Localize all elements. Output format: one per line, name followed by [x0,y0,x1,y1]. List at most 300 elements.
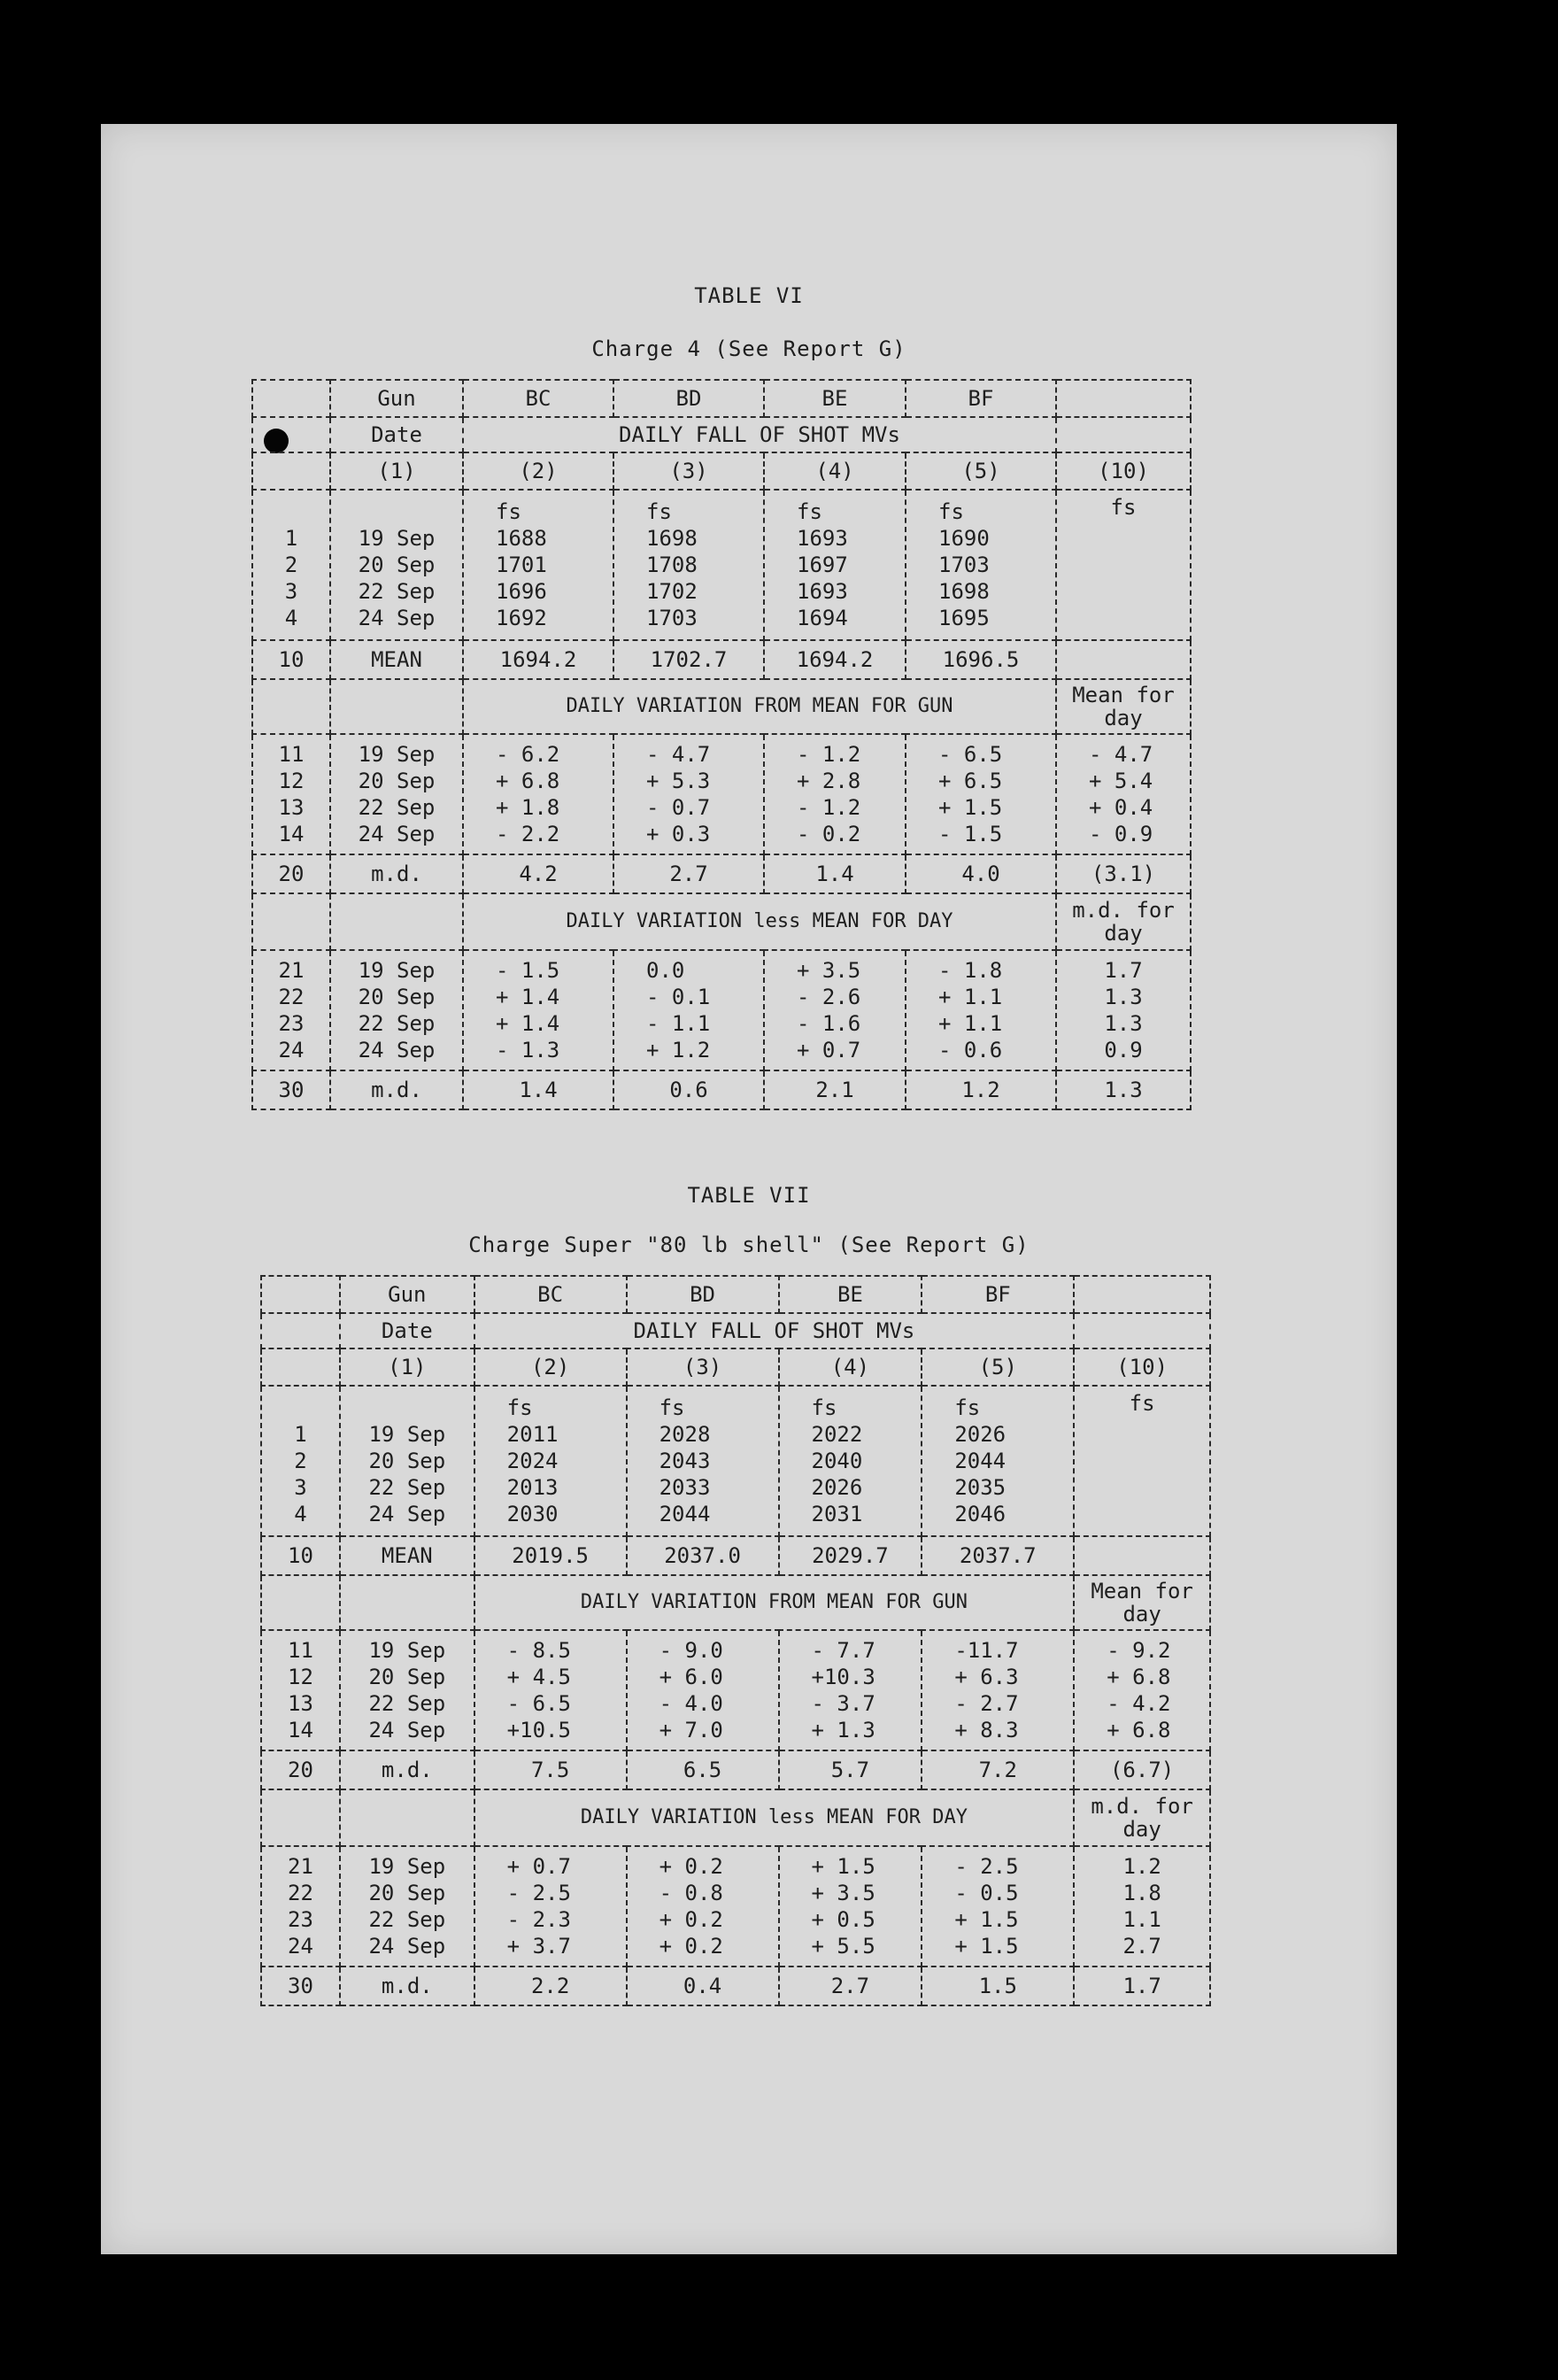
cell-line: - 6.5 [938,742,1003,767]
dates [330,490,463,640]
blank-cell [252,380,330,417]
cell-line: 4 [294,1502,307,1526]
cell-line: - 1.5 [496,958,560,983]
cell-line: 22 Sep [368,1691,446,1716]
column-number: (2) [474,1348,627,1386]
mv-values-bf [922,1386,1074,1536]
cell-line: 2 [284,552,298,577]
cell-line: - 1.2 [797,795,861,820]
cell-line [331,498,462,525]
cell-line: - 0.1 [646,985,711,1009]
blank-cell [1074,1536,1210,1575]
cell-line: 1693 [797,579,848,604]
cell-line: fs [797,499,822,524]
column-number: (10) [1056,452,1191,490]
variation-header-row [252,679,1191,734]
gun-label: Gun [330,380,463,417]
less-mean-values-bf [922,1846,1074,1967]
cell-line: + 1.3 [811,1718,875,1742]
blank-cell [1056,380,1191,417]
cell-line: - 9.0 [659,1638,723,1663]
cell-line: 1.2 [1122,1854,1161,1879]
row-number: 30 [252,1070,330,1109]
document-page [101,124,1397,2254]
cell-line: + 5.4 [1089,769,1153,793]
cell-line: fs [938,499,964,524]
cell-line: + 1.5 [811,1854,875,1879]
column-number: (5) [906,452,1056,490]
cell-line: + 1.1 [938,1011,1003,1036]
cell-line: 19 Sep [358,526,436,551]
mv-values-be [779,1386,922,1536]
blank-cell [1074,1276,1210,1313]
cell-line: 2 [294,1449,307,1473]
column-number: (5) [922,1348,1074,1386]
blank-cell [261,1789,340,1846]
blank-cell [1074,1313,1210,1348]
cell-line: 2035 [954,1475,1007,1500]
cell-line: + 0.3 [646,822,711,846]
day-column [1056,490,1191,640]
cell-line: - 0.5 [954,1881,1019,1905]
cell-line: 2013 [506,1475,559,1500]
cell-line: 1698 [938,579,990,604]
row-number: 30 [261,1967,340,2005]
mean-row [261,1536,1210,1575]
cell-line: -11.7 [954,1638,1019,1663]
cell-line: 1703 [646,606,698,630]
cell-line: 2044 [659,1502,711,1526]
cell-line: - 1.6 [797,1011,861,1036]
md-day-value: (3.1) [1056,854,1191,893]
gun-name-bc: BC [474,1276,627,1313]
mv-values-bd [613,490,764,640]
row-numbers [261,1630,340,1750]
variation-values-be [779,1630,922,1750]
cell-line: + 2.8 [797,769,861,793]
variation-values-bd [613,734,764,854]
cell-line: 0.0 [646,958,685,983]
cell-line: 20 Sep [368,1665,446,1689]
cell-line: 2026 [954,1422,1007,1447]
cell-line: fs [506,1395,533,1420]
mean-value: 2029.7 [779,1536,922,1575]
cell-line: 14 [288,1718,313,1742]
cell-line: - 1.1 [646,1011,711,1036]
cell-line: 1.8 [1122,1881,1161,1905]
md-row [252,854,1191,893]
less-mean-values-be [779,1846,922,1967]
cell-line: + 6.3 [954,1665,1019,1689]
cell-line: - 8.5 [506,1638,571,1663]
less-mean-values-bf [906,950,1056,1070]
date-header-row [261,1313,1210,1348]
row-numbers [261,1846,340,1967]
less-mean-values-bc [474,1846,627,1967]
cell-line: 2044 [954,1449,1007,1473]
cell-line: 24 [278,1038,305,1062]
row-numbers [261,1386,340,1536]
cell-line: + 1.5 [954,1934,1019,1959]
blank-cell [261,1313,340,1348]
cell-line: +10.5 [506,1718,571,1742]
mean-value: 1702.7 [613,640,764,679]
md-value: 2.1 [764,1070,906,1109]
cell-line: 24 Sep [358,606,436,630]
less-mean-values-bc [463,950,613,1070]
mean-label: MEAN [330,640,463,679]
date-label: Date [330,417,463,452]
cell-line: 1696 [496,579,547,604]
cell-line: + 3.7 [506,1934,571,1959]
md-for-day-heading: m.d. for day [1056,893,1191,950]
column-number: (3) [627,1348,779,1386]
cell-line: 0.9 [1104,1038,1143,1062]
cell-line: + 0.4 [1089,795,1153,820]
mv-values-be [764,490,906,640]
cell-line: - 1.3 [496,1038,560,1062]
md-final-row [261,1967,1210,2005]
mean-value: 2019.5 [474,1536,627,1575]
cell-line: 1688 [496,526,547,551]
cell-line: 20 Sep [358,769,436,793]
variation-values-bc [463,734,613,854]
cell-line: 24 Sep [358,1038,436,1062]
column-number: (1) [330,452,463,490]
date-header-row [252,417,1191,452]
column-number: (4) [779,1348,922,1386]
blank-cell [340,1575,474,1630]
row-numbers [252,950,330,1070]
cell-line: + 3.5 [797,958,861,983]
cell-line: +10.3 [811,1665,875,1689]
md-for-day-values [1074,1846,1210,1967]
section-less-mean-heading: DAILY VARIATION less MEAN FOR DAY [463,893,1056,950]
cell-line: 1708 [646,552,698,577]
less-mean-values-be [764,950,906,1070]
cell-line: + 6.0 [659,1665,723,1689]
gun-name-bd: BD [613,380,764,417]
less-mean-block-row [261,1846,1210,1967]
blank-cell [252,417,330,452]
cell-line: 2043 [659,1449,711,1473]
cell-line: 13 [288,1691,313,1716]
cell-line: 23 [278,1011,305,1036]
cell-line: + 6.8 [1107,1718,1171,1742]
cell-line: 2046 [954,1502,1007,1526]
cell-line: + 3.5 [811,1881,875,1905]
cell-line: + 0.5 [811,1907,875,1932]
md-value: 2.7 [613,854,764,893]
cell-line: 1702 [646,579,698,604]
cell-line: - 2.5 [954,1854,1019,1879]
cell-line: - 0.2 [797,822,861,846]
cell-line [1075,1443,1209,1470]
dates [330,950,463,1070]
column-number-row [252,452,1191,490]
cell-line: + 0.2 [659,1854,723,1879]
date-label: Date [340,1313,474,1348]
gun-name-bc: BC [463,380,613,417]
cell-line: 24 Sep [358,822,436,846]
blank-cell [1056,417,1191,452]
mv-values-bc [463,490,613,640]
dates [330,734,463,854]
md-label: m.d. [330,854,463,893]
md-value: 5.7 [779,1750,922,1789]
mean-value: 1696.5 [906,640,1056,679]
md-label: m.d. [340,1750,474,1789]
cell-line [1075,1417,1209,1443]
cell-line: + 0.2 [659,1907,723,1932]
column-number: (10) [1074,1348,1210,1386]
cell-line: + 0.7 [797,1038,861,1062]
mv-block-row [261,1386,1210,1536]
blank-cell [261,1276,340,1313]
cell-line: - 7.7 [811,1638,875,1663]
md-value: 4.2 [463,854,613,893]
cell-line: + 1.4 [496,1011,560,1036]
variation-block-row [261,1630,1210,1750]
cell-line: - 1.5 [938,822,1003,846]
gun-label: Gun [340,1276,474,1313]
cell-line: 2.7 [1122,1934,1161,1959]
blank-cell [261,1348,340,1386]
cell-line: - 9.2 [1107,1638,1171,1663]
section-fall-heading: DAILY FALL OF SHOT MVs [474,1313,1075,1348]
variation-header-row [261,1575,1210,1630]
cell-line: - 6.5 [506,1691,571,1716]
dates [340,1630,474,1750]
cell-line: - 4.0 [659,1691,723,1716]
mean-value: 1694.2 [764,640,906,679]
cell-line: 2028 [659,1422,711,1447]
cell-line: 4 [284,606,298,630]
section-variation-heading: DAILY VARIATION FROM MEAN FOR GUN [463,679,1056,734]
gun-name-bf: BF [906,380,1056,417]
cell-line: - 3.7 [811,1691,875,1716]
cell-line: 1692 [496,606,547,630]
mv-values-bd [627,1386,779,1536]
cell-line: - 1.2 [797,742,861,767]
blank-cell [261,1575,340,1630]
blank-cell [252,679,330,734]
md-day-value: 1.3 [1056,1070,1191,1109]
cell-line: 22 Sep [368,1475,446,1500]
variation-values-bf [922,1630,1074,1750]
table7 [260,1275,1211,2006]
row-number: 10 [252,640,330,679]
md-value: 7.2 [922,1750,1074,1789]
md-day-value: (6.7) [1074,1750,1210,1789]
cell-line [262,1395,339,1421]
md-value: 1.5 [922,1967,1074,2005]
cell-line: - 2.6 [797,985,861,1009]
cell-line: 19 Sep [368,1638,446,1663]
md-value: 0.6 [613,1070,764,1109]
cell-line: 1703 [938,552,990,577]
column-number: (1) [340,1348,474,1386]
mean-label: MEAN [340,1536,474,1575]
md-value: 6.5 [627,1750,779,1789]
column-number: (2) [463,452,613,490]
cell-line [1057,600,1190,627]
column-number: (3) [613,452,764,490]
mv-values-bc [474,1386,627,1536]
cell-line: - 1.8 [938,958,1003,983]
cell-line: 1.1 [1122,1907,1161,1932]
cell-line: + 7.0 [659,1718,723,1742]
md-value: 1.4 [764,854,906,893]
cell-line: 19 Sep [368,1422,446,1447]
md-value: 2.2 [474,1967,627,2005]
cell-line: - 2.3 [506,1907,571,1932]
cell-line: fs [811,1395,837,1420]
cell-line [1057,547,1190,574]
blank-cell [340,1789,474,1846]
md-for-day-heading: m.d. for day [1074,1789,1210,1846]
cell-line: 22 Sep [358,795,436,820]
gun-name-be: BE [764,380,906,417]
cell-line: 22 Sep [368,1907,446,1932]
cell-line: + 1.1 [938,985,1003,1009]
gun-name-bf: BF [922,1276,1074,1313]
less-mean-values-bd [627,1846,779,1967]
cell-line: fs [659,1395,685,1420]
variation-block-row [252,734,1191,854]
row-number: 20 [252,854,330,893]
cell-line: - 4.7 [1089,742,1153,767]
cell-line: 20 Sep [368,1881,446,1905]
day-column [1074,1386,1210,1536]
cell-line: - 2.7 [954,1691,1019,1716]
cell-line: + 6.8 [1107,1665,1171,1689]
cell-line: 1697 [797,552,848,577]
column-number-row [261,1348,1210,1386]
gun-header-row [252,380,1191,417]
mean-row [252,640,1191,679]
cell-line: 2024 [506,1449,559,1473]
cell-line: 1 [284,526,298,551]
cell-line: - 0.7 [646,795,711,820]
variation-values-bd [627,1630,779,1750]
variation-values-bc [474,1630,627,1750]
mean-for-day-heading: Mean for day [1074,1575,1210,1630]
cell-line: 2040 [811,1449,863,1473]
mean-value: 2037.0 [627,1536,779,1575]
md-value: 1.4 [463,1070,613,1109]
cell-line: + 0.7 [506,1854,571,1879]
cell-line: 2033 [659,1475,711,1500]
section-variation-heading: DAILY VARIATION FROM MEAN FOR GUN [474,1575,1075,1630]
md-value: 1.2 [906,1070,1056,1109]
variation-values-be [764,734,906,854]
less-mean-values-bd [613,950,764,1070]
cell-line: 20 Sep [358,985,436,1009]
less-mean-header-row [252,893,1191,950]
cell-line: 20 Sep [368,1449,446,1473]
gun-name-be: BE [779,1276,922,1313]
blank-cell [252,893,330,950]
cell-line: 24 Sep [368,1502,446,1526]
mv-values-bf [906,490,1056,640]
cell-line: 3 [294,1475,307,1500]
cell-line: fs [496,499,521,524]
cell-line: 11 [278,742,305,767]
cell-line: + 5.5 [811,1934,875,1959]
variation-values-bf [906,734,1056,854]
cell-line: 2031 [811,1502,863,1526]
cell-line: 1695 [938,606,990,630]
cell-line: 3 [284,579,298,604]
row-number: 20 [261,1750,340,1789]
blank-cell [252,452,330,490]
cell-line: fs [646,499,672,524]
table7-caption: Charge Super "80 lb shell" (See Report G) [468,1232,1030,1257]
cell-line: - 4.2 [1107,1691,1171,1716]
cell-line: - 6.2 [496,742,560,767]
mean-for-day-heading: Mean for day [1056,679,1191,734]
blank-cell [330,679,463,734]
cell-line: fs [1129,1391,1155,1416]
md-for-day-values [1056,950,1191,1070]
cell-line: 13 [278,795,305,820]
md-label: m.d. [330,1070,463,1109]
md-row [261,1750,1210,1789]
cell-line: 1698 [646,526,698,551]
cell-line: 1693 [797,526,848,551]
blank-cell [1056,640,1191,679]
cell-line [1057,521,1190,547]
md-day-value: 1.7 [1074,1967,1210,2005]
cell-line: 21 [278,958,305,983]
cell-line: 2026 [811,1475,863,1500]
cell-line: 20 Sep [358,552,436,577]
cell-line: - 2.2 [496,822,560,846]
cell-line: + 6.5 [938,769,1003,793]
cell-line: - 4.7 [646,742,711,767]
cell-line: 21 [288,1854,313,1879]
cell-line: + 4.5 [506,1665,571,1689]
cell-line: + 0.2 [659,1934,723,1959]
cell-line: + 1.5 [954,1907,1019,1932]
cell-line: 24 Sep [368,1718,446,1742]
md-final-row [252,1070,1191,1109]
cell-line: 1694 [797,606,848,630]
row-numbers [252,490,330,640]
cell-line [1075,1496,1209,1523]
section-fall-heading: DAILY FALL OF SHOT MVs [463,417,1056,452]
cell-line: 1701 [496,552,547,577]
cell-line: fs [954,1395,981,1420]
column-number: (4) [764,452,906,490]
cell-line: - 0.8 [659,1881,723,1905]
md-value: 7.5 [474,1750,627,1789]
cell-line: + 1.2 [646,1038,711,1062]
row-numbers [252,734,330,854]
cell-line: + 6.8 [496,769,560,793]
mv-block-row [252,490,1191,640]
dates [340,1846,474,1967]
section-less-mean-heading: DAILY VARIATION less MEAN FOR DAY [474,1789,1075,1846]
blank-cell [330,893,463,950]
less-mean-header-row [261,1789,1210,1846]
cell-line: + 8.3 [954,1718,1019,1742]
table6-title: TABLE VI [694,283,804,308]
cell-line: 12 [288,1665,313,1689]
cell-line: 24 Sep [368,1934,446,1959]
cell-line [253,498,329,525]
